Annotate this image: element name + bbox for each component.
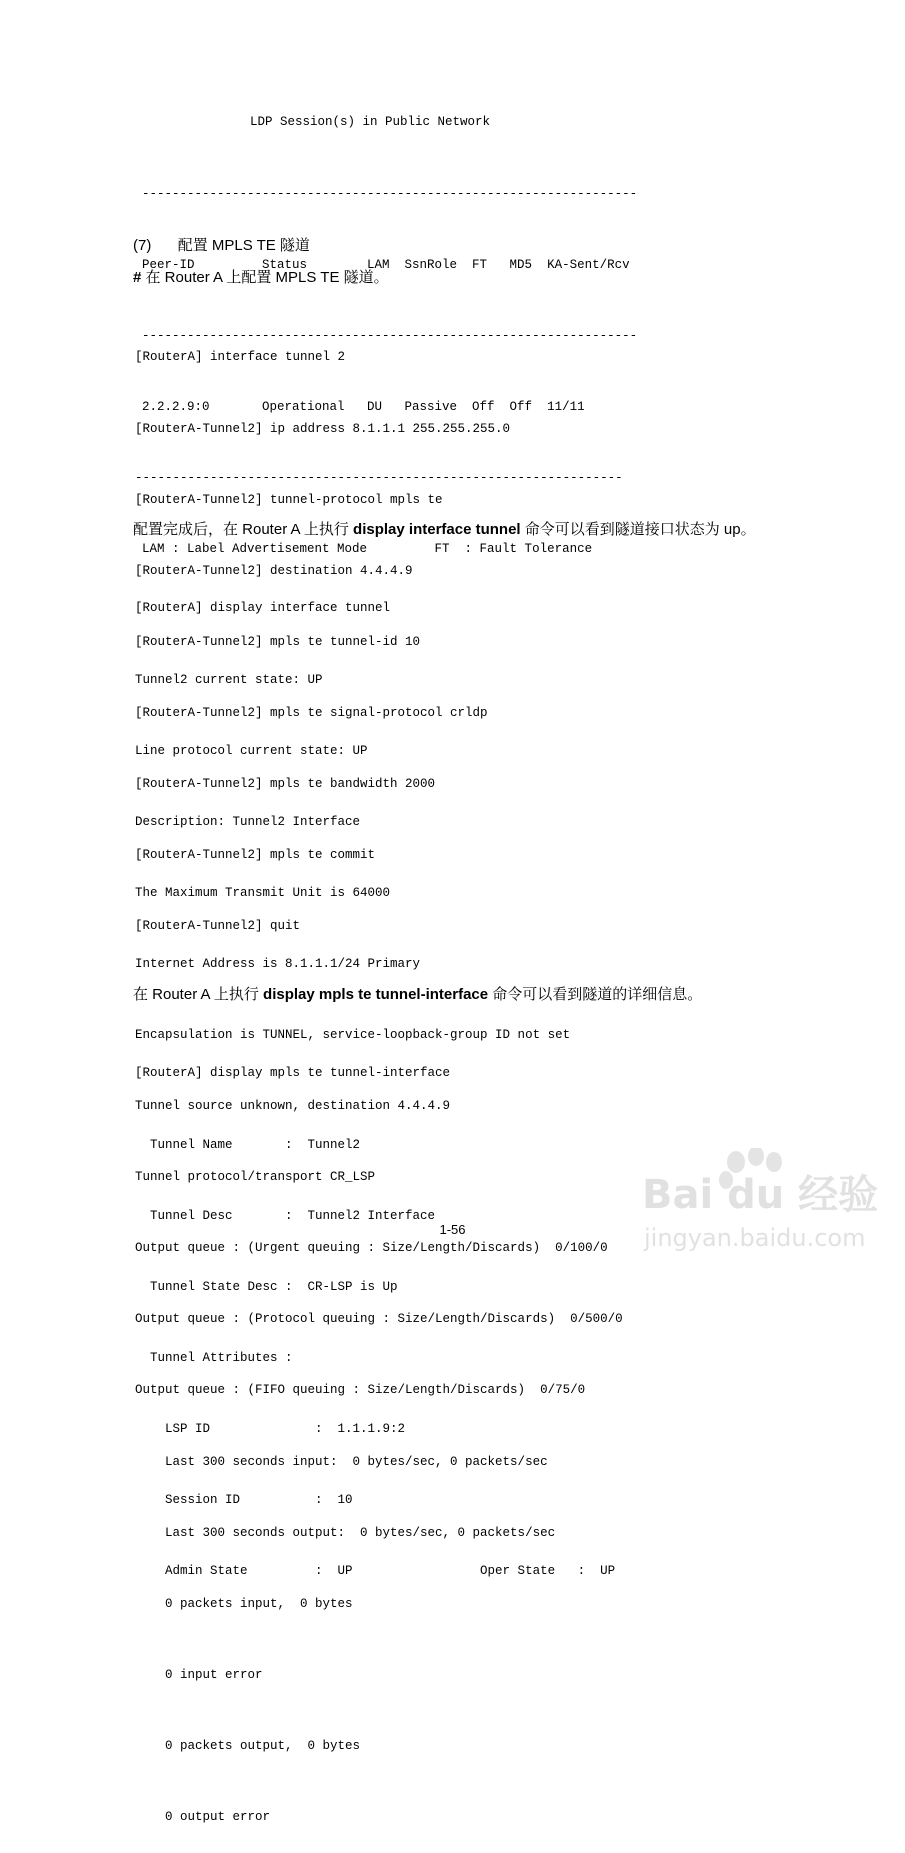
tunnel-output-block — [135, 1015, 615, 1607]
output-line: Line protocol current state: UP — [135, 743, 368, 758]
code-line: [RouterA-Tunnel2] mpls te bandwidth 2000 — [135, 776, 436, 791]
output-line: Admin State : UP Oper State : UP — [135, 1564, 616, 1579]
step-heading — [133, 266, 389, 289]
output-line: 0 input error — [135, 1667, 263, 1682]
step-hash: # — [133, 269, 142, 286]
output-line: LSP ID : 1.1.1.9:2 — [135, 1421, 406, 1436]
output-line: Last 300 seconds output: 0 bytes/sec, 0 packets/sec — [135, 1525, 556, 1540]
ldp-legend: LAM : Label Advertisement Mode FT : Fault Tolerance — [142, 541, 593, 556]
code-line: [RouterA-Tunnel2] mpls te tunnel-id 10 — [135, 634, 421, 649]
output-line: Description: Tunnel2 Interface — [135, 814, 361, 829]
output-line: Last 300 seconds input: 0 bytes/sec, 0 packets/sec — [135, 1454, 548, 1469]
step-text: 在 Router A 上配置 MPLS TE 隧道。 — [141, 269, 389, 286]
code-line: [RouterA-Tunnel2] mpls te signal-protocol crldp — [135, 705, 488, 720]
ldp-rule-mid: ------------------------------------------------------------------ — [142, 328, 638, 343]
ldp-rule-bottom: ----------------------------------------------------------------- — [135, 470, 623, 485]
paragraph-display-tunnel-interface — [133, 983, 702, 1006]
ldp-title: LDP Session(s) in Public Network — [250, 115, 491, 130]
output-line: Tunnel source unknown, destination 4.4.4.9 — [135, 1099, 451, 1114]
code-line: [RouterA-Tunnel2] destination 4.4.4.9 — [135, 563, 413, 578]
output-line: Tunnel Attributes : — [135, 1350, 293, 1365]
output-line: Tunnel2 current state: UP — [135, 672, 323, 687]
output-line: Output queue : (Urgent queuing : Size/Length/Discards) 0/100/0 — [135, 1241, 608, 1256]
code-line: [RouterA-Tunnel2] quit — [135, 919, 301, 934]
paragraph-display-interface — [133, 518, 756, 541]
output-line: Encapsulation is TUNNEL, service-loopback-group ID not set — [135, 1027, 571, 1042]
para2-command: display mpls te tunnel-interface — [263, 986, 489, 1003]
output-line: [RouterA] display mpls te tunnel-interface — [135, 1066, 451, 1081]
code-line: [RouterA-Tunnel2] tunnel-protocol mpls te — [135, 492, 443, 507]
output-line: 0 packets input, 0 bytes — [135, 1596, 353, 1611]
watermark-url: jingyan.baidu.com — [644, 1224, 866, 1252]
code-line: [RouterA-Tunnel2] ip address 8.1.1.1 255.255.255.0 — [135, 421, 511, 436]
output-line: Tunnel State Desc : CR-LSP is Up — [135, 1279, 398, 1294]
output-line: Session ID : 10 — [135, 1492, 353, 1507]
code-line: [RouterA-Tunnel2] mpls te commit — [135, 848, 376, 863]
output-line: The Maximum Transmit Unit is 64000 — [135, 885, 391, 900]
ldp-table-header: Peer-ID Status LAM SsnRole FT MD5 KA-Sent/Rcv — [142, 257, 630, 272]
output-line: Tunnel Desc : Tunnel2 Interface — [135, 1208, 436, 1223]
output-line: 0 packets output, 0 bytes — [135, 1738, 361, 1753]
baidu-watermark-logo — [640, 1148, 880, 1268]
ldp-rule-top: ------------------------------------------------------------------ — [142, 186, 638, 201]
watermark-logo-text: Bai du 经验 — [642, 1172, 879, 1218]
section-title: 配置 MPLS TE 隧道 — [177, 237, 310, 254]
page-number: 1-56 — [439, 1222, 466, 1237]
section-number: (7) — [133, 237, 152, 254]
output-line: 0 output error — [135, 1810, 271, 1824]
output-line: Output queue : (FIFO queuing : Size/Length/Discards) 0/75/0 — [135, 1383, 586, 1398]
code-line: [RouterA] interface tunnel 2 — [135, 350, 346, 365]
section-heading — [133, 234, 310, 257]
para2-pre: 在 Router A 上执行 — [133, 986, 264, 1003]
output-line: Tunnel protocol/transport CR_LSP — [135, 1170, 376, 1185]
ldp-table-row: 2.2.2.9:0 Operational DU Passive Off Off 11/11 — [142, 399, 585, 414]
para1-post: 命令可以看到隧道接口状态为 up。 — [520, 521, 756, 538]
output-line: [RouterA] display interface tunnel — [135, 601, 391, 616]
para1-command: display interface tunnel — [353, 521, 521, 538]
output-line: Tunnel Name : Tunnel2 — [135, 1137, 361, 1152]
para2-post: 命令可以看到隧道的详细信息。 — [488, 986, 703, 1003]
output-line: Internet Address is 8.1.1.1/24 Primary — [135, 956, 421, 971]
output-line: Output queue : (Protocol queuing : Size/Length/Discards) 0/500/0 — [135, 1312, 623, 1327]
para1-pre: 配置完成后，在 Router A 上执行 — [133, 521, 354, 538]
